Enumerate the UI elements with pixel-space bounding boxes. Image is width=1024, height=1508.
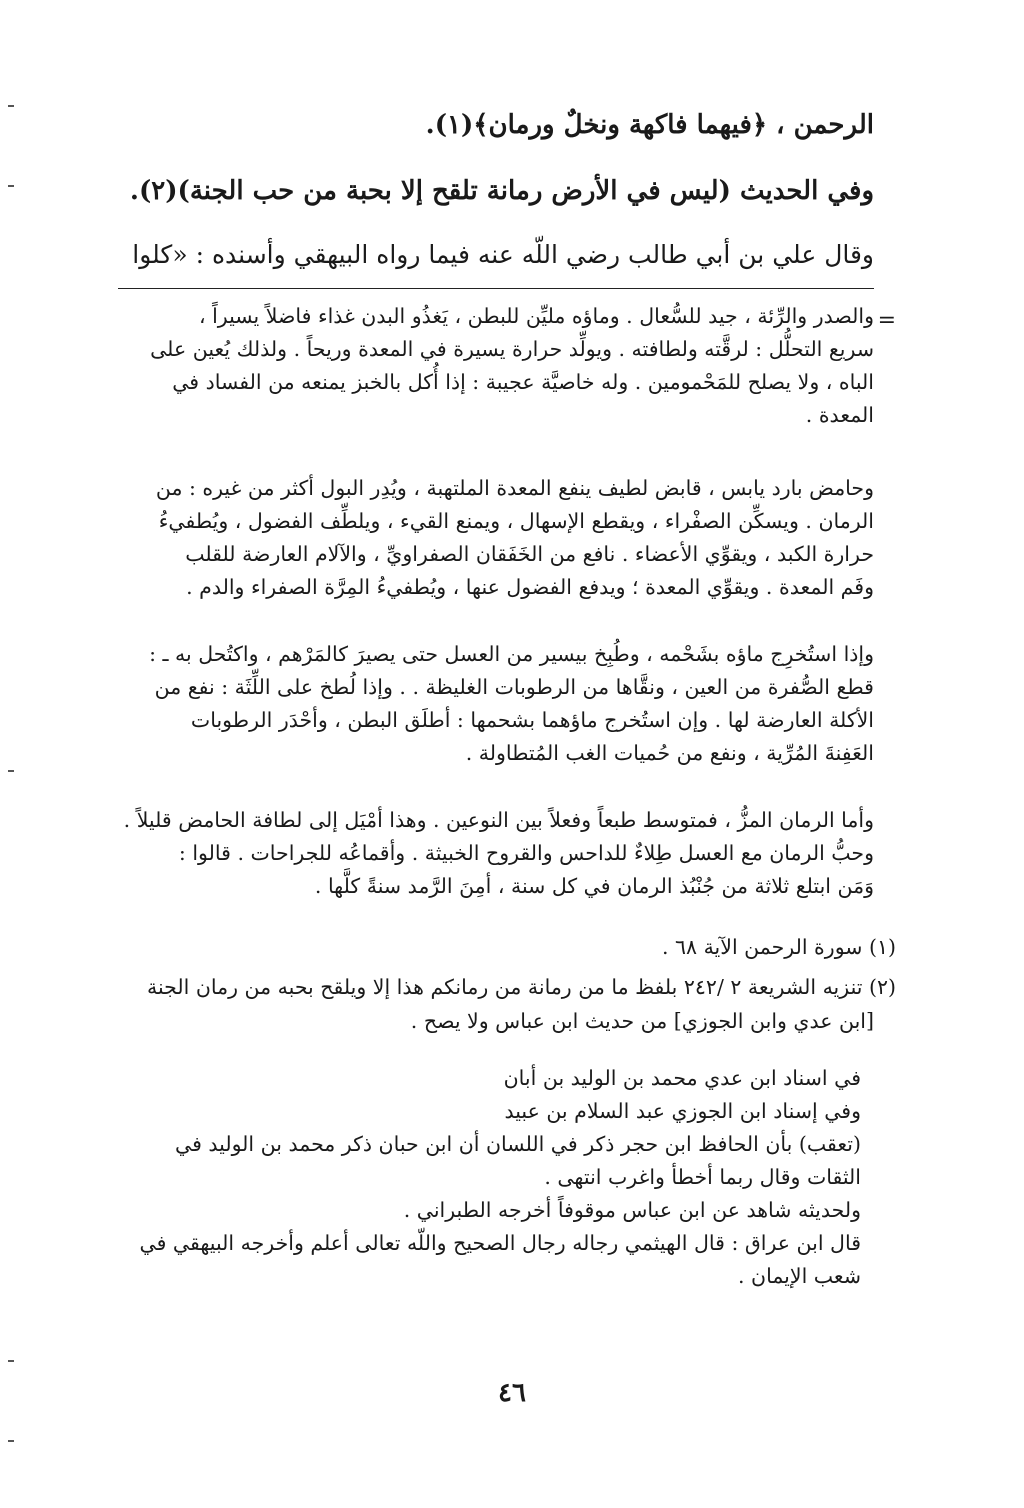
footnote-2: [118, 970, 896, 1038]
paragraph-line: وفَم المعدة . ويقوِّي المعدة ؛ ويدفع الفضول عنها ، ويُطفيءُ المِرَّة الصفراء والدم .: [186, 575, 874, 599]
paragraph-line: الأكلة العارضة لها . وإن استُخرج ماؤهما بشحمها : أطلَق البطن ، وأحْدَر الرطوبات: [190, 708, 874, 732]
footnote-line: (٢) تنزيه الشريعة ٢ /٢٤٢ بلفظ ما من رمانة من رمانكم هذا إلا ويلقح بحبه من رمان الجنة: [146, 975, 896, 999]
paragraph-line: والصدر والرِّئة ، جيد للسُّعال . وماؤه مليِّن للبطن ، يَغذُو البدن غذاء فاضلاً يسيراً ،: [198, 304, 874, 328]
commentary-paragraph-2: [118, 472, 874, 604]
footnote-detail-line: ولحديثه شاهد عن ابن عباس موقوفاً أخرجه الطبراني .: [403, 1198, 861, 1222]
paragraph-line: المعدة .: [805, 403, 874, 427]
commentary-paragraph-3: [118, 638, 874, 770]
footnote-separator-rule: [118, 288, 874, 289]
main-text-line-1: الرحمن ، ﴿فيهما فاكهة ونخلٌ ورمان﴾(١).: [425, 110, 874, 140]
scan-margin-mark: [8, 1360, 14, 1362]
footnote-1: [118, 930, 896, 964]
continuation-mark: =: [877, 308, 896, 333]
paragraph-line: وَمَن ابتلع ثلاثة من جُنْبُذ الرمان في كل سنة ، أمِنَ الرَّمد سنةً كلَّها .: [314, 874, 874, 898]
footnote-line: (١) سورة الرحمن الآية ٦٨ .: [661, 935, 896, 959]
footnote-detail-line: (تعقب) بأن الحافظ ابن حجر ذكر في اللسان أن ابن حبان ذكر محمد بن الوليد في: [174, 1132, 861, 1156]
page-number: ٤٦: [498, 1378, 526, 1408]
paragraph-line: وحامض بارد يابس ، قابض لطيف ينفع المعدة الملتهبة ، ويُدِر البول أكثر من غيره : من: [155, 476, 874, 500]
scan-margin-mark: [8, 770, 14, 772]
commentary-paragraph-4: [118, 804, 874, 903]
scan-margin-mark: [8, 1440, 14, 1442]
paragraph-line: حرارة الكبد ، ويقوِّي الأعضاء . نافع من الخَفَقان الصفراويِّ ، والآلام العارضة للقلب: [185, 542, 874, 566]
footnote-detail-line: شعب الإيمان .: [738, 1264, 861, 1288]
footnote-2-details: [118, 1062, 861, 1293]
paragraph-line: وحبُّ الرمان مع العسل طِلاءٌ للداحس والقروح الخبيثة . وأقماعُه للجراحات . قالوا :: [178, 841, 874, 865]
commentary-paragraph-1: [118, 300, 874, 432]
paragraph-line: العَفِنةَ المُرِّية ، ونفع من حُميات الغب المُتطاولة .: [465, 741, 874, 765]
scan-margin-mark: [8, 105, 14, 107]
main-text-line-3: وقال علي بن أبي طالب رضي اللّه عنه فيما رواه البيهقي وأسنده : «كلوا: [132, 240, 874, 269]
paragraph-line: الباه ، ولا يصلح للمَحْمومين . وله خاصيَّة عجيبة : إذا أُكل بالخبز يمنعه من الفساد في: [172, 370, 874, 394]
scan-margin-mark: [8, 185, 14, 187]
footnote-detail-line: وفي إسناد ابن الجوزي عبد السلام بن عبيد: [504, 1099, 861, 1123]
paragraph-line: سريع التحلُّل : لرقَّته ولطافته . ويولِّد حرارة يسيرة في المعدة وريحاً . ولذلك يُعين على: [150, 337, 874, 361]
paragraph-line: وأما الرمان المزُّ ، فمتوسط طبعاً وفعلاً بين النوعين . وهذا أمْيَل إلى لطافة الحامض قليلاً .: [123, 808, 874, 832]
footnote-detail-line: في اسناد ابن عدي محمد بن الوليد بن أبان: [503, 1066, 861, 1090]
paragraph-line: قطع الصُّفرة من العين ، ونقَّاها من الرطوبات الغليظة . . وإذا لُطخ على اللِّثَة : نفع من: [154, 675, 874, 699]
footnote-detail-line: قال ابن عراق : قال الهيثمي رجاله رجال الصحيح واللّه تعالى أعلم وأخرجه البيهقي في: [139, 1231, 861, 1255]
paragraph-line: الرمان . ويسكِّن الصفْراء ، ويقطع الإسهال ، ويمنع القيء ، ويلطِّف الفضول ، ويُطفيءُ: [158, 509, 874, 533]
paragraph-line: وإذا استُخرِج ماؤه بشَحْمه ، وطُبِخ بيسير من العسل حتى يصيرَ كالمَرْهم ، واكتُحل به ـ :: [149, 642, 874, 666]
main-text-line-2: وفي الحديث (ليس في الأرض رمانة تلقح إلا بحبة من حب الجنة)(٢).: [129, 176, 874, 206]
footnote-detail-line: الثقات وقال ربما أخطأ واغرب انتهى .: [544, 1165, 861, 1189]
footnote-line: [ابن عدي وابن الجوزي] من حديث ابن عباس ولا يصح .: [410, 1009, 874, 1033]
